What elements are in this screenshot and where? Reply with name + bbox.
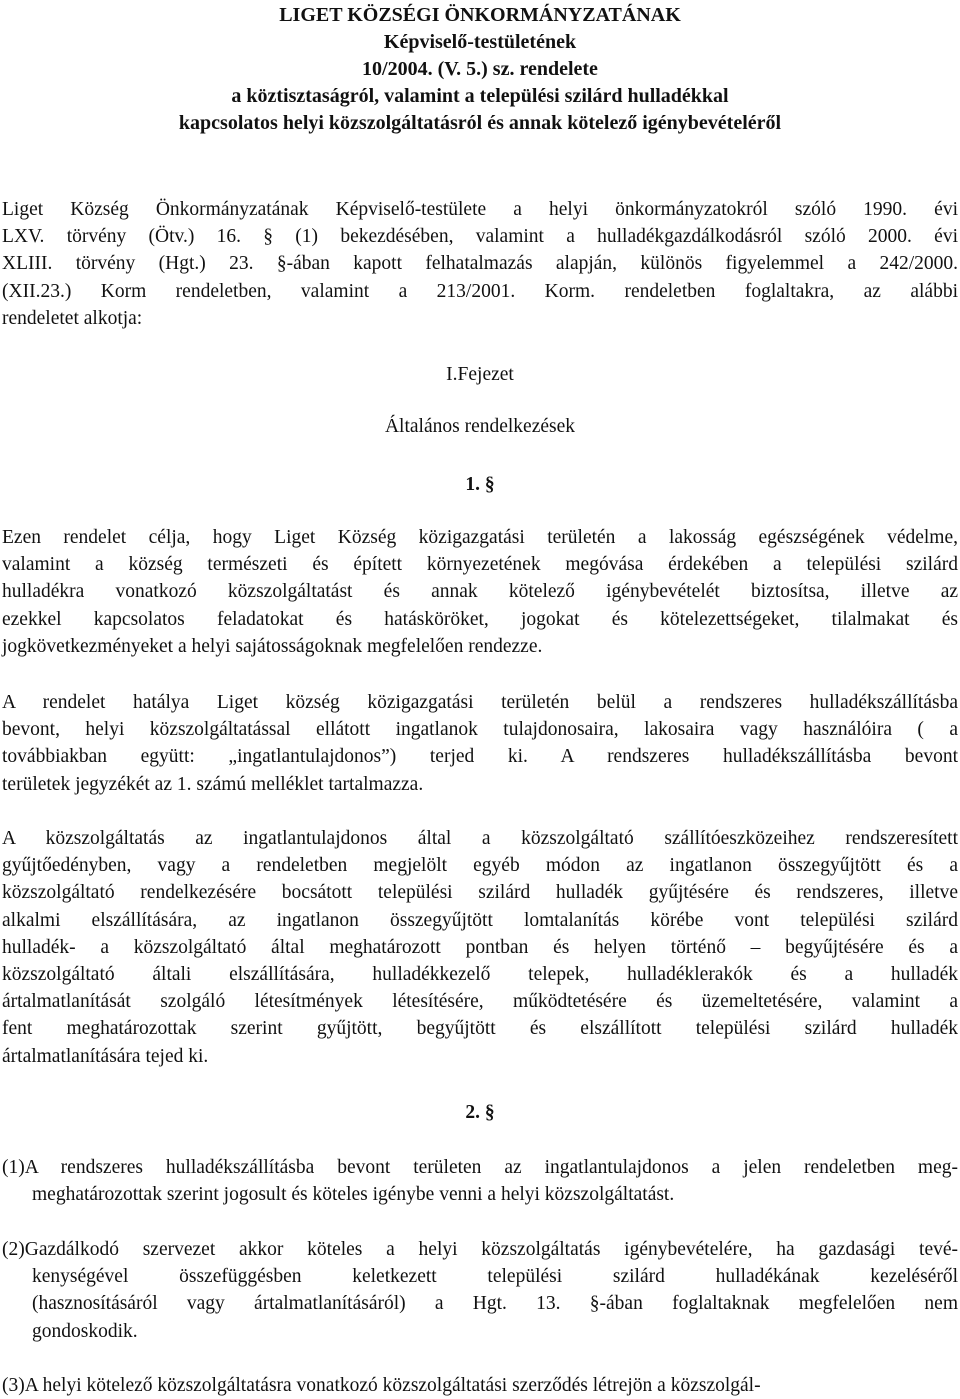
document-header bbox=[0, 2, 960, 137]
text-line: hulladék- a közszolgáltató által meghatározott pontban és helyen történő – begyűjtésére és a bbox=[2, 936, 958, 958]
text-line: rendeletet alkotja: bbox=[2, 307, 143, 329]
header-line-5: kapcsolatos helyi közszolgáltatásról és annak kötelező igénybevételéről bbox=[178, 112, 782, 134]
chapter-title: Általános rendelkezések bbox=[384, 416, 576, 437]
text-line: alkalmi elszállítására, az ingatlanon összegyűjtött lomtalanítás körébe vont települési szilárd bbox=[2, 909, 958, 931]
section-2-item-1 bbox=[2, 1154, 958, 1208]
text-line: (1)A rendszeres hulladékszállításba bevont területen az ingatlantulajdonos a jelen rendeletben meg- bbox=[2, 1157, 958, 1178]
text-line: LXV. törvény (Ötv.) 16. § (1) bekezdésében, valamint a hulladékgazdálkodásról szóló 2000. évi bbox=[2, 226, 958, 248]
text-line: (XII.23.) Korm rendeletben, valamint a 213/2001. Korm. rendeletben foglaltakra, az alábbi bbox=[2, 280, 958, 302]
text-line: fent meghatározottak szerint gyűjtött, begyűjtött és elszállított települési szilárd hulladék bbox=[2, 1018, 958, 1040]
chapter-number: I.Fejezet bbox=[446, 364, 514, 385]
section-2-item-3 bbox=[2, 1372, 958, 1399]
header-line-4: a köztisztaságról, valamint a települési szilárd hulladékkal bbox=[231, 85, 729, 107]
header-line-2: Képviselő-testületének bbox=[383, 31, 577, 53]
text-line: közszolgáltató rendelkezésére bocsátott települési szilárd hulladék gyűjtésére és rendszeres, illetve bbox=[2, 882, 958, 904]
text-line: (2)Gazdálkodó szervezet akkor köteles a helyi közszolgáltatás igénybevételére, ha gazdasági tevé- bbox=[2, 1239, 958, 1260]
section-1-heading: 1. § bbox=[465, 474, 495, 495]
text-line: közszolgáltató általi elszállítására, hulladékkezelő telepek, hulladéklerakók és a hulladék bbox=[2, 964, 958, 986]
text-line: Liget Község Önkormányzatának Képviselő-testülete a helyi önkormányzatokról szóló 1990. évi bbox=[2, 199, 958, 220]
section-1-paragraph-2 bbox=[2, 689, 958, 798]
text-line: továbbiakban együtt: „ingatlantulajdonos”) terjed ki. A rendszeres hulladékszállításba bevont bbox=[2, 746, 958, 768]
text-line: (hasznosításáról vagy ártalmatlanításáról) a Hgt. 13. §-ában foglaltaknak megfelelően nem bbox=[32, 1293, 958, 1315]
header-line-3: 10/2004. (V. 5.) sz. rendelete bbox=[362, 58, 598, 80]
text-line: A rendelet hatálya Liget község közigazgatási területén belül a rendszeres hulladékszállításba bbox=[2, 692, 958, 713]
text-line: XLIII. törvény (Hgt.) 23. §-ában kapott felhatalmazás alapján, különös figyelemmel a 242/2000. bbox=[2, 253, 958, 275]
section-2-heading: 2. § bbox=[465, 1102, 495, 1123]
text-line: jogkövetkezményeket a helyi sajátosságoknak megfelelően rendezze. bbox=[2, 635, 543, 657]
preamble-paragraph bbox=[2, 196, 958, 332]
text-line: A közszolgáltatás az ingatlantulajdonos által a közszolgáltató szállítóeszközeihez rendszeresített bbox=[2, 828, 958, 849]
text-line: Ezen rendelet célja, hogy Liget Község közigazgatási területén a lakosság egészségének védelme, bbox=[2, 527, 958, 548]
text-line: valamint a község természeti és épített környezetének megóvása érdekében a települési szilárd bbox=[2, 554, 958, 576]
header-line-1: LIGET KÖZSÉGI ÖNKORMÁNYZATÁNAK bbox=[279, 4, 681, 26]
text-line: kenységével összefüggésben keletkezett települési szilárd hulladékának kezeléséről bbox=[32, 1266, 958, 1288]
text-line: gondoskodik. bbox=[32, 1320, 138, 1342]
section-1-paragraph-1 bbox=[2, 524, 958, 660]
section-2-item-2 bbox=[2, 1236, 958, 1345]
text-line: területek jegyzékét az 1. számú melléklet tartalmazza. bbox=[2, 773, 424, 795]
text-line: bevont, helyi közszolgáltatással ellátott ingatlanok tulajdonosaira, lakosaira vagy használóira ( a bbox=[2, 719, 958, 741]
text-line: ártalmatlanítására tejed ki. bbox=[2, 1045, 209, 1067]
text-line: hulladékra vonatkozó közszolgáltatást és annak kötelező igénybevételét biztosítsa, illetve az bbox=[2, 581, 958, 603]
text-line: (3)A helyi kötelező közszolgáltatásra vonatkozó közszolgáltatási szerződés létrejön a közszolgál- bbox=[2, 1375, 761, 1396]
text-line: ártalmatlanítását szolgáló létesítmények létesítésére, működtetésére és üzemeltetésére, valamint a bbox=[2, 991, 958, 1013]
text-line: ezekkel kapcsolatos feladatokat és hatásköröket, jogokat és kötelezettségeket, tilalmakat és bbox=[2, 608, 958, 630]
text-line: gyűjtőedényben, vagy a rendeletben megjelölt egyéb módon az ingatlanon összegyűjtött és a bbox=[2, 855, 958, 877]
text-line: meghatározottak szerint jogosult és köteles igénybe venni a helyi közszolgáltatást. bbox=[32, 1184, 675, 1206]
section-1-paragraph-3 bbox=[2, 825, 958, 1070]
